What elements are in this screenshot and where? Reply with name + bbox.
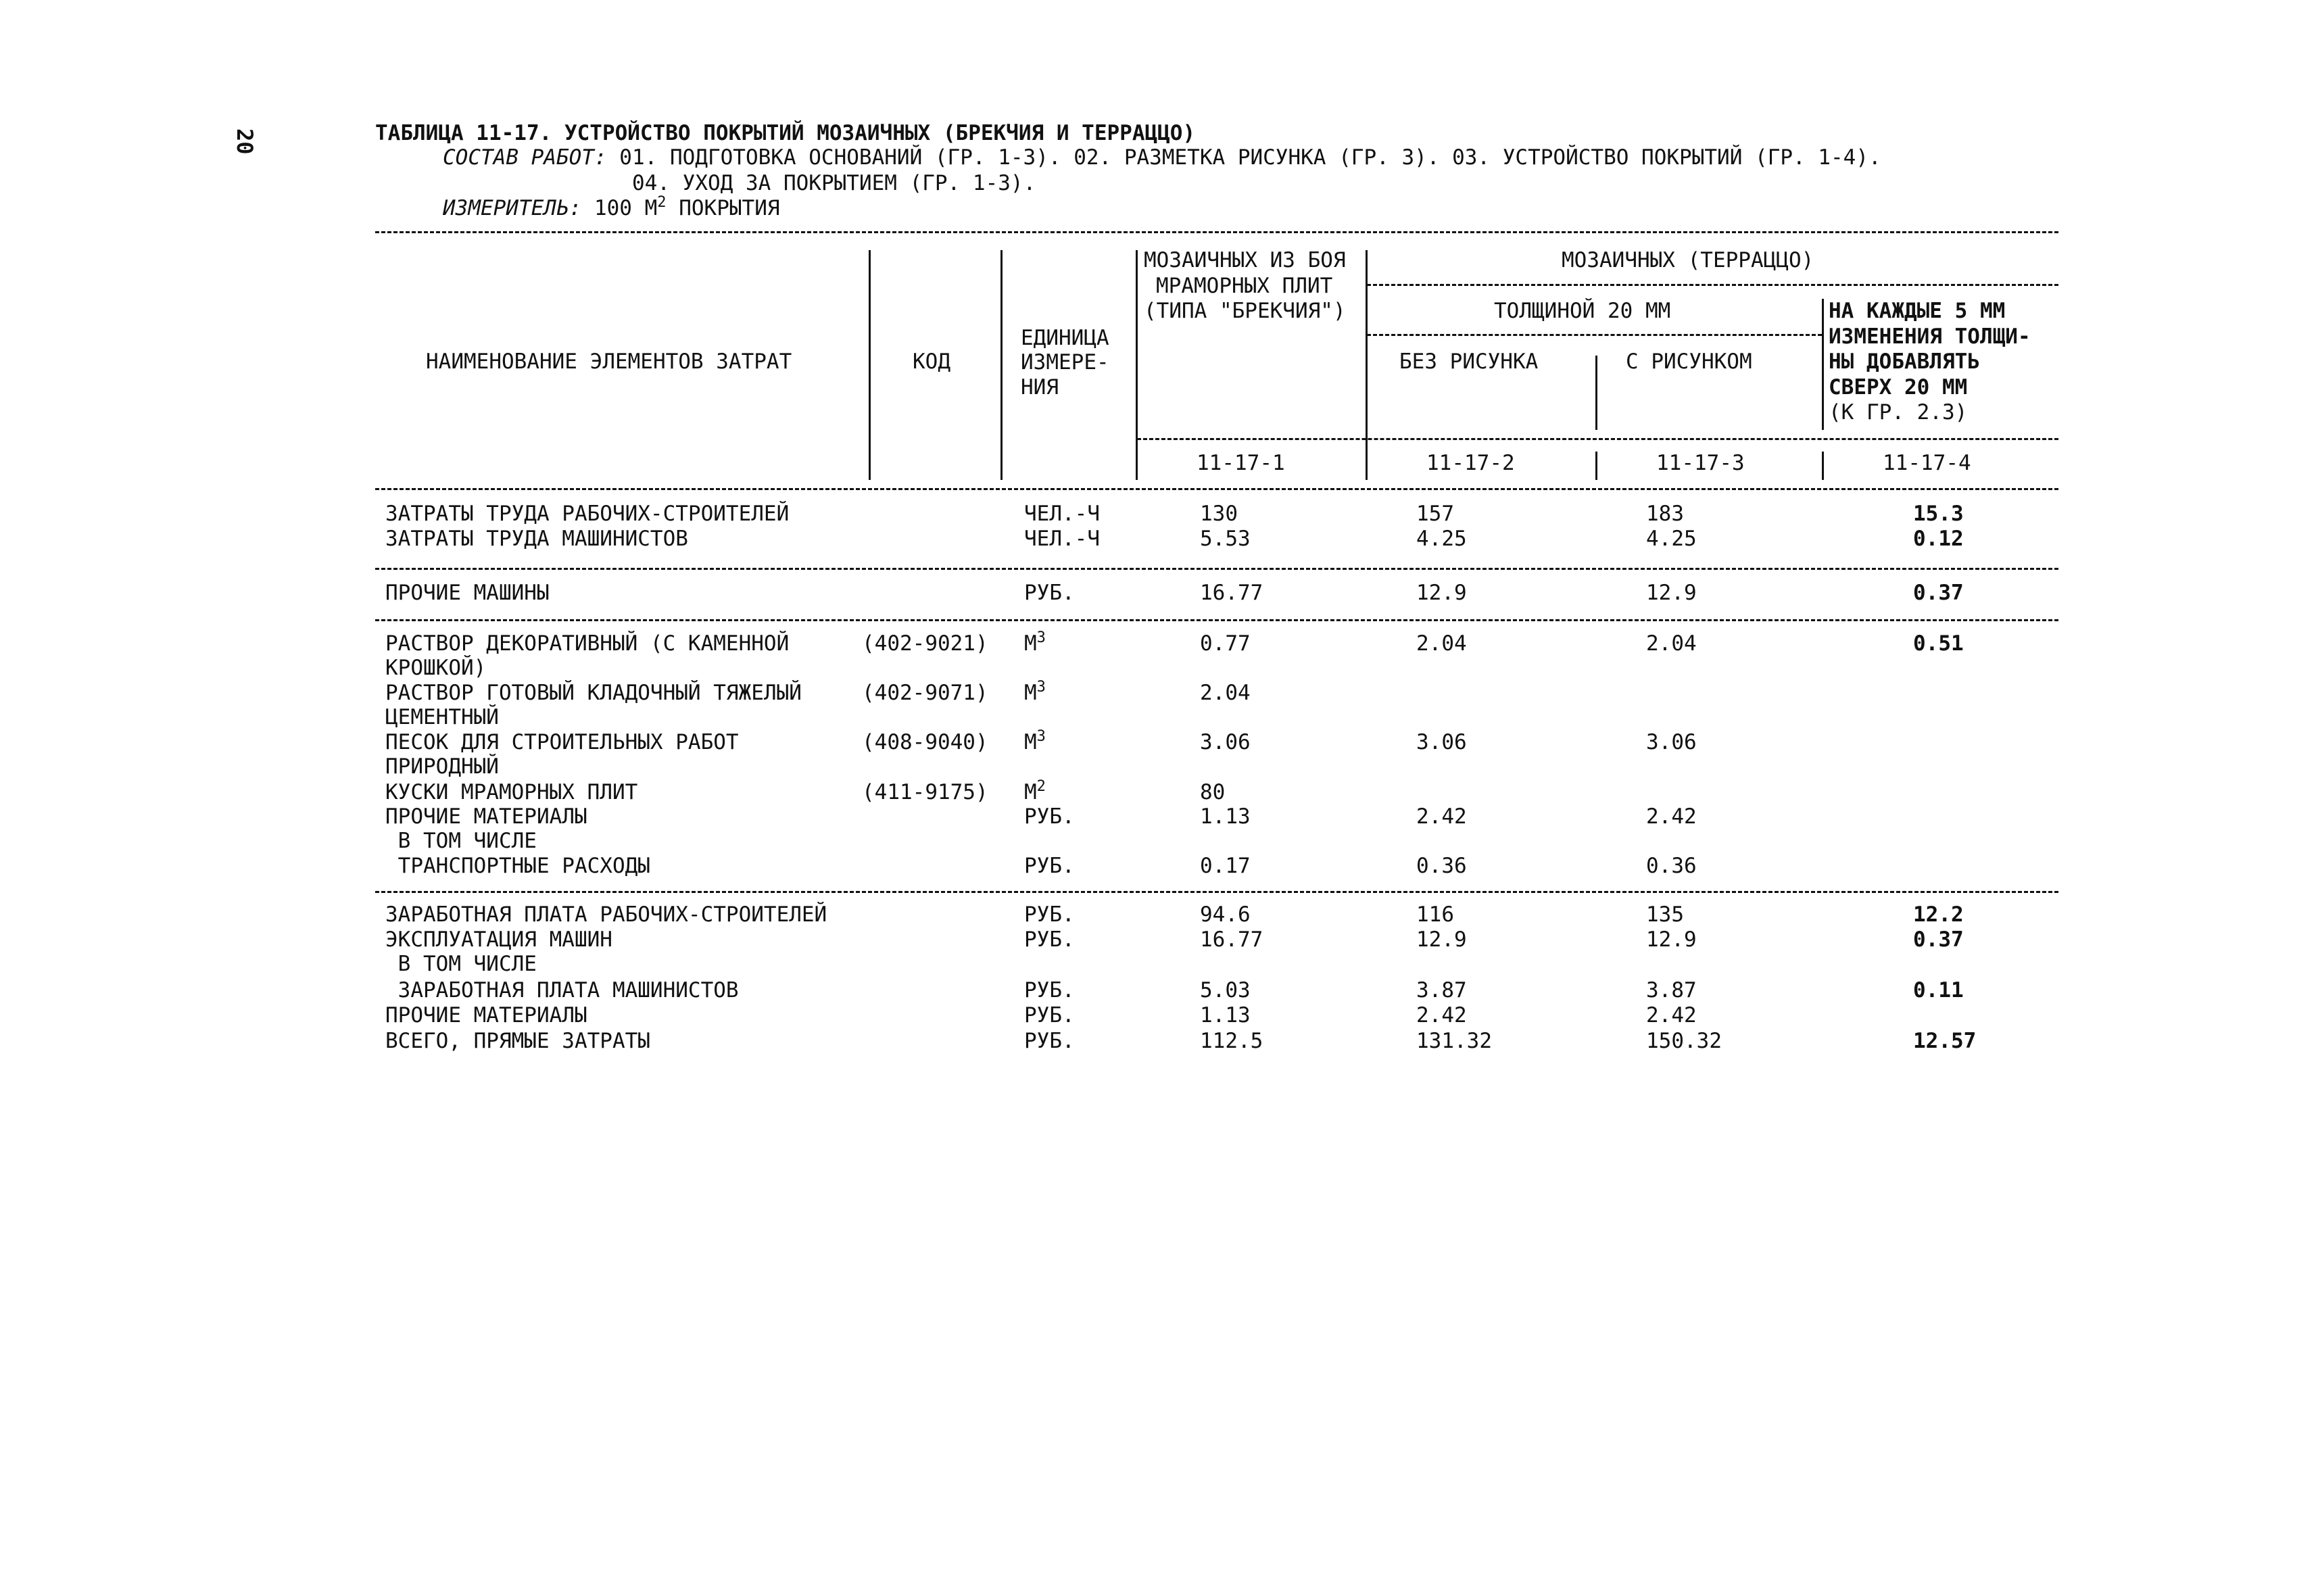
page-number: 20 [232,128,258,155]
header-add-1: НА КАЖДЫЕ 5 ММ [1829,299,2006,323]
row-name: КУСКИ МРАМОРНЫХ ПЛИТ [385,780,638,804]
meter-label: ИЗМЕРИТЕЛЬ: [443,196,582,220]
row-name: ПРОЧИЕ МАТЕРИАЛЫ [385,1003,587,1027]
row-unit: РУБ. [1024,927,1075,952]
col-code-4: 11-17-4 [1883,451,1971,475]
row-value: 3.87 [1646,978,1697,1002]
table-title: ТАБЛИЦА 11-17. УСТРОЙСТВО ПОКРЫТИЙ МОЗАИЧНЫХ (БРЕКЧИЯ И ТЕРРАЦЦО) [375,121,1196,145]
col-code-2: 11-17-2 [1426,451,1515,475]
row-value: 2.04 [1200,681,1251,705]
row-value: 3.87 [1416,978,1467,1002]
row-value: 0.11 [1913,978,1964,1002]
row-value: 183 [1646,502,1684,526]
row-unit: $М^3$ [1024,679,1046,705]
header-unit-2: ИЗМЕРЕ- [1021,350,1109,374]
row-code: (408-9040) [862,730,988,754]
row-value: 0.37 [1913,927,1964,952]
row-value: 2.42 [1646,804,1697,829]
row-unit-sup: 3 [1036,728,1046,745]
row-name: ЭКСПЛУАТАЦИЯ МАШИН [385,927,612,952]
col-divider [1000,250,1003,480]
row-name-cont: ПРИРОДНЫЙ [385,754,499,779]
row-value: 0.12 [1913,527,1964,551]
row-value: 16.77 [1200,927,1263,952]
col-divider [869,250,871,480]
header-brekchia-2: МРАМОРНЫХ ПЛИТ [1156,274,1333,298]
row-value: 157 [1416,502,1454,526]
row-value: 135 [1646,902,1684,927]
row-name: РАСТВОР ДЕКОРАТИВНЫЙ (С КАМЕННОЙ [385,631,790,656]
composition-line-1 [443,147,1881,168]
row-code: (411-9175) [862,780,988,804]
header-with-pattern: С РИСУНКОМ [1626,349,1752,374]
row-value: 5.03 [1200,978,1251,1002]
header-brekchia-1: МОЗАИЧНЫХ ИЗ БОЯ [1144,248,1346,272]
header-unit-3: НИЯ [1021,375,1059,400]
header-inner-rule [1367,334,1822,336]
col-divider [1822,452,1824,480]
row-name: ЗАРАБОТНАЯ ПЛАТА МАШИНИСТОВ [385,978,739,1002]
row-unit-sup: 3 [1036,629,1046,646]
row-value: 12.57 [1913,1029,1977,1053]
header-inner-rule [1137,438,2058,440]
meter-sup: 2 [657,194,667,211]
row-name: ЗАТРАТЫ ТРУДА РАБОЧИХ-СТРОИТЕЛЕЙ [385,502,790,526]
row-unit-sup: 2 [1036,778,1046,795]
row-value: 2.42 [1646,1003,1697,1027]
meter-tail: ПОКРЫТИЯ [666,196,780,220]
composition-text-1: 01. ПОДГОТОВКА ОСНОВАНИЙ (ГР. 1-3). 02. РАЗМЕТКА РИСУНКА (ГР. 3). 03. УСТРОЙСТВО ПОКРЫТИЙ (ГР. 1-4). [606,145,1881,170]
row-name-cont: КРОШКОЙ) [385,656,487,680]
header-brekchia-3: (ТИПА "БРЕКЧИЯ") [1144,299,1346,323]
row-value: 112.5 [1200,1029,1263,1053]
row-value: 3.06 [1646,730,1697,754]
row-value: 12.9 [1646,927,1697,952]
row-unit: $М^3$ [1024,728,1046,754]
section-rule [375,891,2058,893]
row-value: 2.42 [1416,804,1467,829]
col-divider [1136,250,1138,480]
row-value: 12.9 [1416,581,1467,605]
col-code-3: 11-17-3 [1656,451,1745,475]
row-value: 2.42 [1416,1003,1467,1027]
row-value: 4.25 [1416,527,1467,551]
row-value: 1.13 [1200,1003,1251,1027]
row-value: 0.36 [1416,854,1467,878]
row-value: 130 [1200,502,1238,526]
row-code: (402-9071) [862,681,988,705]
header-terrazzo: МОЗАИЧНЫХ (ТЕРРАЦЦО) [1562,248,1814,272]
row-name: ПРОЧИЕ МАТЕРИАЛЫ [385,804,587,829]
row-value: 116 [1416,902,1454,927]
row-name: ЗАТРАТЫ ТРУДА МАШИНИСТОВ [385,527,688,551]
row-name: ЗАРАБОТНАЯ ПЛАТА РАБОЧИХ-СТРОИТЕЛЕЙ [385,902,827,927]
col-divider [1822,299,1824,430]
section-rule [375,619,2058,621]
meter-line [443,194,780,220]
section-rule [375,568,2058,570]
row-value: 5.53 [1200,527,1251,551]
header-inner-rule [1367,284,2058,286]
header-top-rule [375,231,2058,233]
row-name-cont: В ТОМ ЧИСЛЕ [385,829,537,853]
row-value: 16.77 [1200,581,1263,605]
row-value: 0.17 [1200,854,1251,878]
meter-value: 100 М [581,196,658,220]
row-value: 4.25 [1646,527,1697,551]
row-name: ТРАНСПОРТНЫЕ РАСХОДЫ [385,854,650,878]
row-name-cont: ЦЕМЕНТНЫЙ [385,705,499,729]
row-unit: РУБ. [1024,902,1075,927]
row-unit-sup: 3 [1036,679,1046,696]
header-code: КОД [913,349,950,374]
row-unit: РУБ. [1024,854,1075,878]
row-name: РАСТВОР ГОТОВЫЙ КЛАДОЧНЫЙ ТЯЖЕЛЫЙ [385,681,802,705]
row-value: 94.6 [1200,902,1251,927]
row-unit: РУБ. [1024,581,1075,605]
row-unit: РУБ. [1024,1003,1075,1027]
col-divider [1595,356,1597,430]
row-unit: РУБ. [1024,978,1075,1002]
header-add-5: (К ГР. 2.3) [1829,400,1968,425]
row-value: 131.32 [1416,1029,1492,1053]
row-unit: РУБ. [1024,804,1075,829]
row-value: 2.04 [1646,631,1697,656]
col-code-1: 11-17-1 [1197,451,1285,475]
row-code: (402-9021) [862,631,988,656]
row-unit: $М^3$ [1024,629,1046,656]
row-unit: ЧЕЛ.-Ч [1024,527,1100,551]
row-name: ВСЕГО, ПРЯМЫЕ ЗАТРАТЫ [385,1029,650,1053]
row-value: 0.36 [1646,854,1697,878]
row-unit: РУБ. [1024,1029,1075,1053]
row-name: ПРОЧИЕ МАШИНЫ [385,581,550,605]
row-value: 12.9 [1416,927,1467,952]
row-value: 1.13 [1200,804,1251,829]
row-value: 12.9 [1646,581,1697,605]
col-divider [1595,452,1597,480]
header-name: НАИМЕНОВАНИЕ ЭЛЕМЕНТОВ ЗАТРАТ [426,349,792,374]
row-name-cont: В ТОМ ЧИСЛЕ [385,952,537,976]
row-value: 0.77 [1200,631,1251,656]
header-bottom-rule [375,488,2058,490]
row-unit: ЧЕЛ.-Ч [1024,502,1100,526]
row-value: 150.32 [1646,1029,1722,1053]
header-unit-1: ЕДИНИЦА [1021,326,1109,350]
row-unit: $М^2$ [1024,778,1046,804]
row-name: ПЕСОК ДЛЯ СТРОИТЕЛЬНЫХ РАБОТ [385,730,739,754]
row-value: 0.51 [1913,631,1964,656]
composition-label: СОСТАВ РАБОТ: [443,145,607,170]
header-thickness: ТОЛЩИНОЙ 20 ММ [1494,299,1671,323]
row-value: 3.06 [1416,730,1467,754]
row-value: 3.06 [1200,730,1251,754]
header-no-pattern: БЕЗ РИСУНКА [1399,349,1539,374]
header-add-3: НЫ ДОБАВЛЯТЬ [1829,349,1980,374]
header-add-4: СВЕРХ 20 ММ [1829,375,1968,400]
row-value: 0.37 [1913,581,1964,605]
row-value: 2.04 [1416,631,1467,656]
composition-line-2: 04. УХОД ЗА ПОКРЫТИЕМ (ГР. 1-3). [632,171,1036,195]
header-add-2: ИЗМЕНЕНИЯ ТОЛЩИ- [1829,324,2031,349]
row-value: 15.3 [1913,502,1964,526]
row-value: 12.2 [1913,902,1964,927]
row-value: 80 [1200,780,1226,804]
